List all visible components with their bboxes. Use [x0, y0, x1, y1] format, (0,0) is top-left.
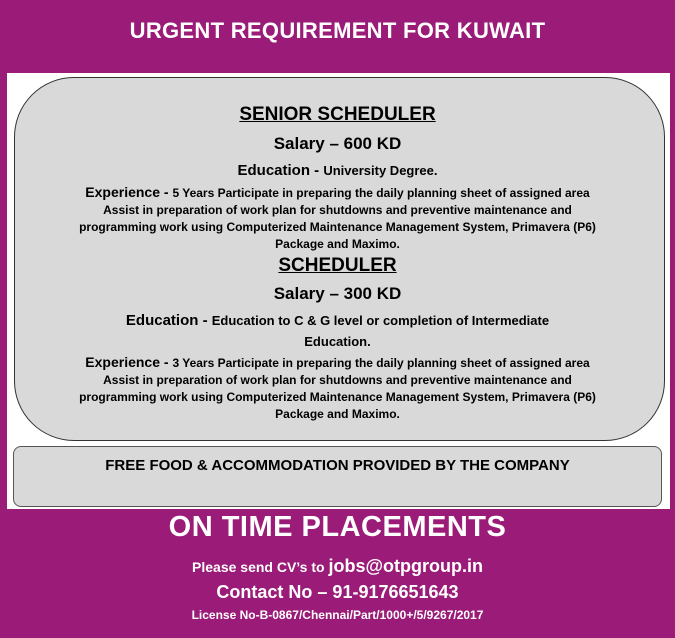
education-value: Education to C & G level or completion of Intermediate: [211, 313, 550, 328]
experience-line-2: Assist in preparation of work plan for shutdowns and preventive maintenance and: [103, 203, 572, 217]
job-education-senior-scheduler: [30, 162, 645, 179]
job-title-senior-scheduler: SENIOR SCHEDULER: [239, 104, 436, 125]
benefit-banner: FREE FOOD & ACCOMMODATION PROVIDED BY THE COMPANY: [13, 446, 662, 507]
education-value: University Degree.: [323, 163, 438, 178]
experience-line-1: Experience - 5 Years Participate in preparing the daily planning sheet of assigned area: [85, 184, 590, 200]
job-education-scheduler: [30, 312, 645, 329]
experience-line-1: Experience - 3 Years Participate in preparing the daily planning sheet of assigned area: [85, 354, 590, 370]
license-number: License No-B-0867/Chennai/Part/1000+/5/9267/2017: [191, 608, 484, 622]
experience-line-3: programming work using Computerized Maintenance Management System, Primavera (P6): [79, 390, 596, 404]
education-label: Education -: [125, 312, 212, 329]
job-salary-scheduler: Salary – 300 KD: [273, 284, 402, 303]
job-salary-senior-scheduler: Salary – 600 KD: [273, 134, 402, 153]
send-cv-line: [0, 556, 675, 577]
job-education-scheduler-cont: Education.: [304, 334, 371, 349]
contact-number: Contact No – 91-9176651643: [216, 582, 459, 602]
email-link[interactable]: jobs@otpgroup.in: [328, 556, 483, 576]
experience-label: Experience -: [85, 184, 173, 200]
job-title-scheduler: SCHEDULER: [278, 255, 397, 276]
job-experience-senior-scheduler: [30, 184, 645, 253]
education-label: Education -: [237, 162, 324, 179]
experience-line-3: programming work using Computerized Maintenance Management System, Primavera (P6): [79, 220, 596, 234]
company-name: ON TIME PLACEMENTS: [168, 511, 507, 543]
experience-line-4: Package and Maximo.: [275, 237, 400, 251]
job-experience-scheduler: [30, 354, 645, 423]
send-cv-prefix: Please send CV’s to: [192, 559, 329, 575]
experience-line-2: Assist in preparation of work plan for shutdowns and preventive maintenance and: [103, 373, 572, 387]
page-title: URGENT REQUIREMENT FOR KUWAIT: [129, 18, 546, 43]
experience-label: Experience -: [85, 354, 173, 370]
experience-line-4: Package and Maximo.: [275, 407, 400, 421]
